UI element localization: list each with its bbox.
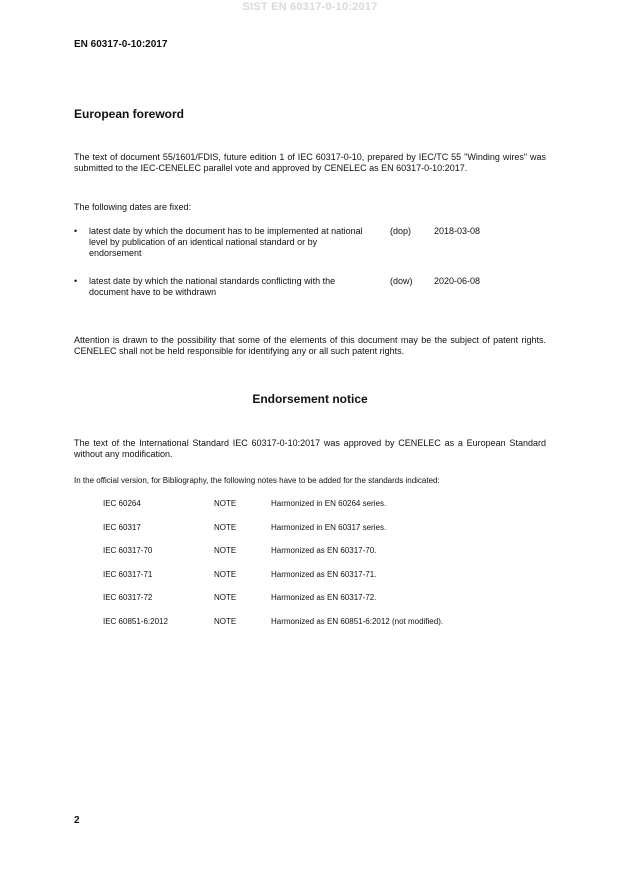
note-row bbox=[103, 523, 546, 547]
note-row bbox=[103, 499, 546, 523]
bullet-marker: • bbox=[74, 226, 78, 236]
note-standard: IEC 60317-71 bbox=[103, 569, 153, 579]
note-standard: IEC 60317-72 bbox=[103, 593, 153, 602]
note-text: Harmonized as EN 60317-71. bbox=[271, 569, 377, 579]
note-standard: IEC 60317-70 bbox=[103, 546, 153, 555]
note-label: NOTE bbox=[214, 546, 237, 555]
note-standard: IEC 60317 bbox=[103, 522, 141, 532]
note-label: NOTE bbox=[214, 522, 237, 532]
foreword-intro: The text of document 55/1601/FDIS, future edition 1 of IEC 60317-0-10, prepared by IEC/TC 55 "Winding wires" was submitted to the IEC-CENELEC parallel vote and approved by CENELEC as EN 60317-0-10:2017. bbox=[74, 152, 546, 173]
watermark: SIST EN 60317-0-10:2017 bbox=[242, 1, 378, 13]
note-label: NOTE bbox=[214, 616, 237, 626]
foreword-title: European foreword bbox=[74, 107, 185, 121]
date-item-abbr: (dow) bbox=[390, 276, 413, 286]
document-id: EN 60317-0-10:2017 bbox=[74, 39, 168, 50]
date-item-dow bbox=[74, 276, 546, 300]
note-text: Harmonized in EN 60264 series. bbox=[271, 499, 387, 508]
date-item-abbr: (dop) bbox=[390, 226, 412, 236]
date-item-text: latest date by which the document has to be implemented at national level by publication of an identical national standard or by endorsement bbox=[89, 226, 363, 258]
note-standard: IEC 60264 bbox=[103, 499, 141, 508]
note-text: Harmonized in EN 60317 series. bbox=[271, 522, 387, 532]
note-row bbox=[103, 593, 546, 617]
bibliography-intro: In the official version, for Bibliography, the following notes have to be added for the standards indicated: bbox=[74, 476, 440, 485]
note-row bbox=[103, 570, 546, 594]
note-standard: IEC 60851-6:2012 bbox=[103, 616, 168, 626]
note-text: Harmonized as EN 60317-72. bbox=[271, 593, 377, 602]
date-item-date: 2018-03-08 bbox=[434, 226, 481, 236]
bibliography-notes bbox=[103, 499, 546, 640]
date-item-text: latest date by which the national standards conflicting with the document have to be withdrawn bbox=[89, 276, 336, 297]
note-row bbox=[103, 617, 546, 641]
endorsement-text: The text of the International Standard IEC 60317-0-10:2017 was approved by CENELEC as a European Standard without any modification. bbox=[74, 438, 546, 459]
patent-attention: Attention is drawn to the possibility that some of the elements of this document may be the subject of patent rights. CENELEC shall not be held responsible for identifying any or all such patent rights. bbox=[74, 335, 546, 356]
dates-intro: The following dates are fixed: bbox=[74, 202, 192, 212]
note-label: NOTE bbox=[214, 499, 237, 508]
note-text: Harmonized as EN 60851-6:2012 (not modified). bbox=[271, 616, 444, 626]
page-number: 2 bbox=[74, 815, 80, 826]
date-item-dop bbox=[74, 226, 546, 262]
bullet-marker: • bbox=[74, 276, 78, 286]
note-label: NOTE bbox=[214, 593, 237, 602]
note-label: NOTE bbox=[214, 569, 237, 579]
endorsement-title: Endorsement notice bbox=[252, 392, 368, 406]
note-text: Harmonized as EN 60317-70. bbox=[271, 546, 377, 555]
date-item-date: 2020-06-08 bbox=[434, 276, 481, 286]
note-row bbox=[103, 546, 546, 570]
